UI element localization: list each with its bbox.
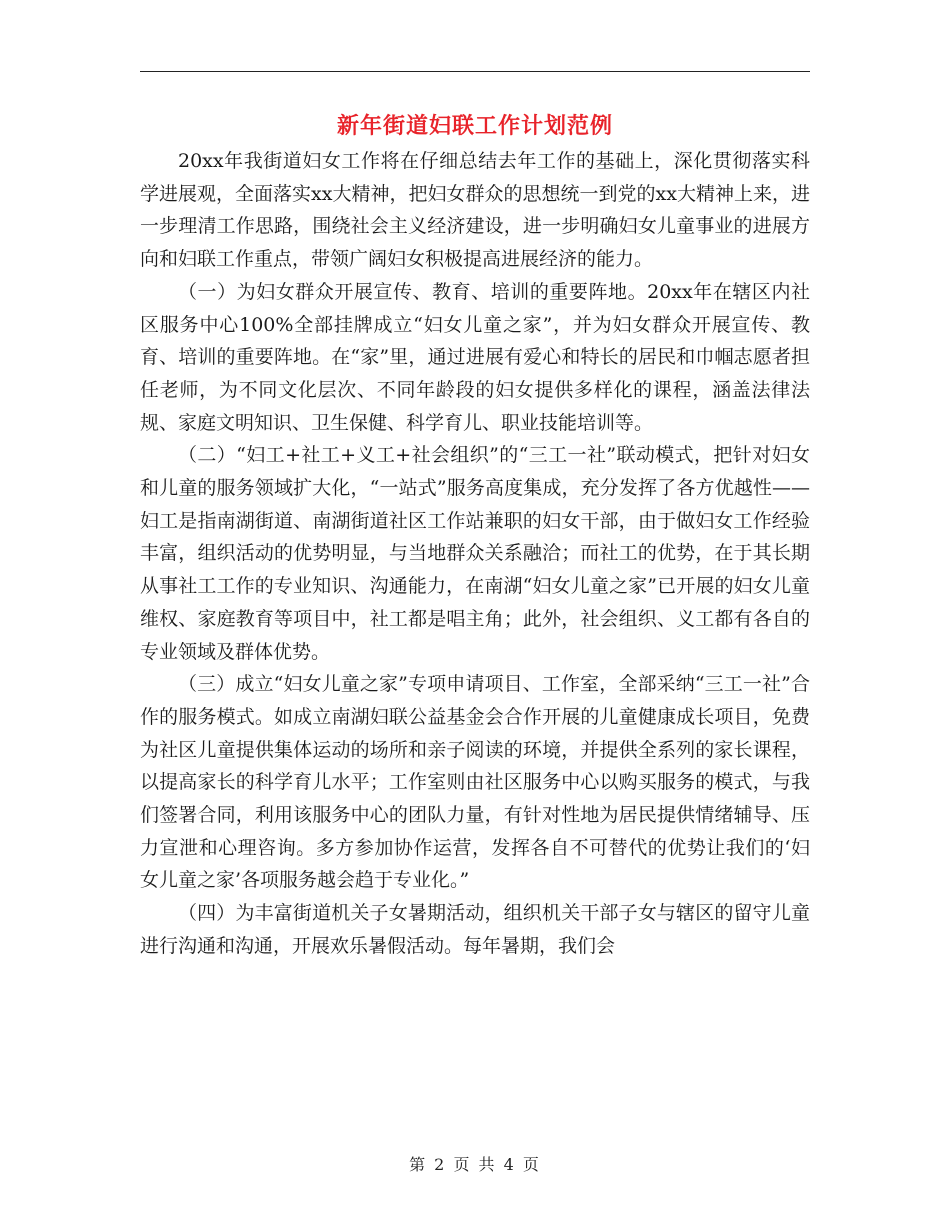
paragraph-section-4: （四）为丰富街道机关子女暑期活动，组织机关干部子女与辖区的留守儿童进行沟通和沟通，开展欢乐暑假活动。每年暑期，我们会: [140, 902, 810, 957]
paragraph-section-2: （二）“妇工+社工+义工+社会组织”的“三工一社”联动模式，把针对妇女和儿童的服务领域扩大化，“一站式”服务高度集成，充分发挥了各方优越性——妇工是指南湖街道、南湖街道社区工作站兼职的妇女干部，由于做妇女工作经验丰富，组织活动的优势明显，与当地群众关系融洽；而社工的优势，在于其长期从事社工工作的专业知识、沟通能力，在南湖“妇女儿童之家”已开展的妇女儿童维权、家庭教育等项目中，社工都是唱主角；此外，社会组织、义工都有各自的专业领域及群体优势。: [140, 444, 810, 663]
document-body: [140, 145, 810, 963]
document-title: 新年街道妇联工作计划范例: [336, 113, 613, 139]
page-number-footer: 第 2 页 共 4 页: [409, 1155, 541, 1174]
paragraph-section-3: （三）成立“妇女儿童之家”专项申请项目、工作室，全部采纳“三工一社”合作的服务模式。如成立南湖妇联公益基金会合作开展的儿童健康成长项目，免费为社区儿童提供集体运动的场所和亲子阅读的环境，并提供全系列的家长课程，以提高家长的科学育儿水平；工作室则由社区服务中心以购买服务的模式，与我们签署合同，利用该服务中心的团队力量，有针对性地为居民提供情绪辅导、压力宣泄和心理咨询。多方参加协作运营，发挥各自不可替代的优势让我们的‘妇女儿童之家’各项服务越会趋于专业化。”: [140, 673, 810, 892]
paragraph-intro: 20xx年我街道妇女工作将在仔细总结去年工作的基础上，深化贯彻落实科学进展观，全面落实xx大精神，把妇女群众的思想统一到党的xx大精神上来，进一步理清工作思路，围绕社会主义经济建设，进一步明确妇女儿童事业的进展方向和妇联工作重点，带领广阔妇女积极提高进展经济的能力。: [140, 150, 810, 271]
paragraph-section-1: （一）为妇女群众开展宣传、教育、培训的重要阵地。20xx年在辖区内社区服务中心100%全部挂牌成立“妇女儿童之家”，并为妇女群众开展宣传、教育、培训的重要阵地。在“家”里，通过进展有爱心和特长的居民和巾帼志愿者担任老师，为不同文化层次、不同年龄段的妇女提供多样化的课程，涵盖法律法规、家庭文明知识、卫生保健、科学育儿、职业技能培训等。: [140, 280, 810, 434]
header-rule: [140, 71, 810, 72]
